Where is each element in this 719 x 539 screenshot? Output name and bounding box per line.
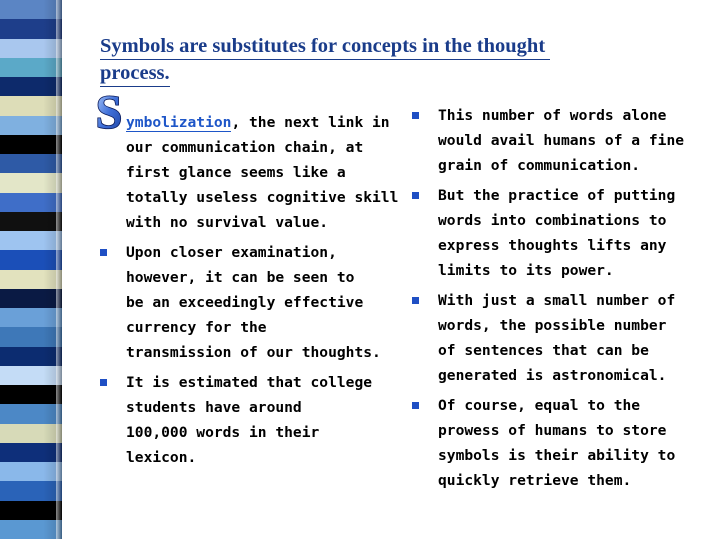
bullet-paragraph	[412, 288, 712, 388]
paragraph-line	[438, 183, 712, 208]
line-text: students have around	[126, 399, 302, 416]
line-text: be an exceedingly effective	[126, 294, 364, 311]
line-text: quickly retrieve them.	[438, 472, 632, 489]
paragraph-line	[438, 363, 712, 388]
paragraph-line	[126, 420, 400, 445]
paragraph-line	[126, 395, 400, 420]
paragraph-line	[126, 340, 400, 365]
left-column	[100, 110, 400, 470]
bullet-paragraph	[100, 370, 400, 470]
bullet-paragraph	[100, 110, 400, 235]
square-bullet-icon	[412, 192, 419, 199]
line-text: would avail humans of a fine	[438, 132, 685, 149]
paragraph-line	[126, 315, 400, 340]
svg-text:S: S	[95, 88, 123, 134]
line-text: express thoughts lifts any	[438, 237, 667, 254]
paragraph-line	[126, 210, 400, 235]
paragraph-line	[126, 185, 400, 210]
paragraph-line	[438, 128, 712, 153]
paragraph-line	[126, 370, 400, 395]
line-text: our communication chain, at	[126, 139, 364, 156]
paragraph-line	[126, 110, 400, 135]
square-bullet-icon	[100, 379, 107, 386]
highlighted-term: ymbolization	[126, 114, 232, 131]
line-text: lexicon.	[126, 449, 197, 466]
line-text: words, the possible number	[438, 317, 667, 334]
line-text: transmission of our thoughts.	[126, 344, 381, 361]
paragraph-line	[438, 468, 712, 493]
line-text: With just a small number of	[438, 292, 676, 309]
bullet-paragraph	[412, 183, 712, 283]
line-text: totally useless cognitive skill	[126, 189, 399, 206]
line-text: It is estimated that college	[126, 374, 373, 391]
band-shade	[0, 0, 62, 539]
title-line: process.	[100, 60, 170, 87]
band-edge	[56, 0, 62, 539]
paragraph-line	[438, 313, 712, 338]
bullet-paragraph	[412, 103, 712, 178]
paragraph-line	[438, 233, 712, 258]
line-text: however, it can be seen to	[126, 269, 355, 286]
paragraph-line	[438, 288, 712, 313]
bullet-paragraph	[100, 240, 400, 365]
line-text: with no survival value.	[126, 214, 329, 231]
line-text: 100,000 words in their	[126, 424, 320, 441]
line-text: This number of words alone	[438, 107, 667, 124]
square-bullet-icon	[412, 402, 419, 409]
line-text: currency for the	[126, 319, 267, 336]
paragraph-line	[126, 135, 400, 160]
line-text: of sentences that can be	[438, 342, 649, 359]
paragraph-line	[438, 258, 712, 283]
right-column	[412, 103, 712, 493]
line-text: symbols is their ability to	[438, 447, 676, 464]
line-text: generated is astronomical.	[438, 367, 667, 384]
square-bullet-icon	[412, 112, 419, 119]
paragraph-line	[126, 160, 400, 185]
line-text: Upon closer examination,	[126, 244, 337, 261]
square-bullet-icon	[100, 249, 107, 256]
line-text: Of course, equal to the	[438, 397, 641, 414]
line-text: grain of communication.	[438, 157, 641, 174]
paragraph-line	[438, 393, 712, 418]
paragraph-line	[126, 290, 400, 315]
paragraph-line	[438, 443, 712, 468]
slide-title	[100, 33, 660, 87]
paragraph-line	[438, 153, 712, 178]
line-text: first glance seems like a	[126, 164, 346, 181]
paragraph-line	[438, 338, 712, 363]
line-text: But the practice of putting	[438, 187, 676, 204]
line-text: limits to its power.	[438, 262, 614, 279]
line-text: words into combinations to	[438, 212, 667, 229]
paragraph-line	[126, 445, 400, 470]
title-line: Symbols are substitutes for concepts in the thought	[100, 33, 550, 60]
paragraph-line	[126, 265, 400, 290]
paragraph-line	[438, 103, 712, 128]
paragraph-line	[438, 418, 712, 443]
square-bullet-icon	[412, 297, 419, 304]
line-text: , the next link in	[231, 114, 390, 131]
paragraph-line	[126, 240, 400, 265]
line-text: prowess of humans to store	[438, 422, 667, 439]
bullet-paragraph	[412, 393, 712, 493]
paragraph-line	[438, 208, 712, 233]
decorative-striped-band	[0, 0, 62, 539]
